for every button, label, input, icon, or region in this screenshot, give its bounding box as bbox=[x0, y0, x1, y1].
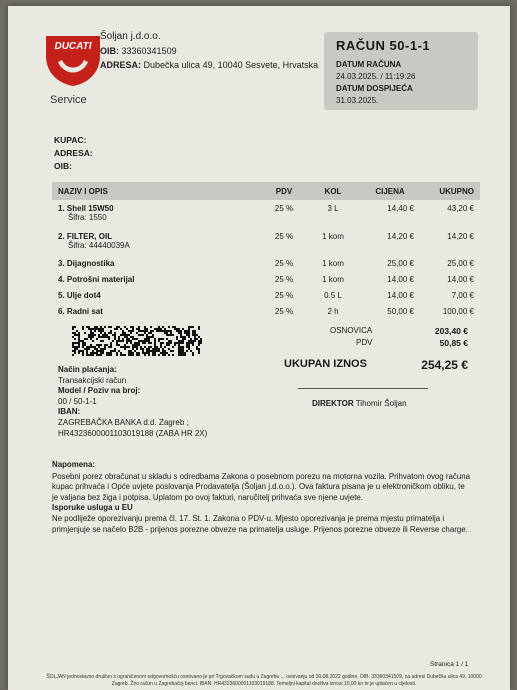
invoice-date: 24.03.2025. / 11:19:26 bbox=[336, 72, 416, 81]
payment-method-label: Način plaćanja: bbox=[58, 365, 117, 374]
item-ukupno: 14,00 € bbox=[447, 275, 474, 284]
signature-line bbox=[298, 388, 428, 389]
item-name: 5. Ulje dot4 bbox=[58, 291, 101, 300]
item-cijena: 14,00 € bbox=[387, 291, 414, 300]
grand-total-value: 254,25 € bbox=[421, 358, 468, 372]
item-cijena: 50,00 € bbox=[387, 307, 414, 316]
table-row bbox=[52, 288, 480, 304]
item-ukupno: 43,20 € bbox=[447, 204, 474, 213]
item-cijena: 14,40 € bbox=[387, 204, 414, 213]
item-pdv: 25 % bbox=[274, 204, 294, 213]
item-cijena: 14,00 € bbox=[387, 275, 414, 284]
col-header-cijena: CIJENA bbox=[360, 182, 420, 200]
company-address: ADRESA: Dubečka ulica 49, 10040 Sesvete, Hrvatska bbox=[100, 60, 319, 70]
invoice-date-label: DATUM RAČUNA bbox=[336, 60, 402, 69]
director-label: DIREKTOR bbox=[312, 399, 354, 408]
invoice-title: RAČUN 50-1-1 bbox=[336, 38, 431, 53]
notes-paragraph-1: Posebni porez obračunat u skladu s odredbama Zakona o posebnom porezu na motorna vozila. Prihvatom ovog računa kupac prihvaća i Opće uvjete poslovanja Prodavatelja (Šoljan j.d.o.o.). Ova faktura pisana je u elektroničkom obliku, te je valjana bez žiga i potpisa. Uplatom po ovoj fakturi, naručitelj prihvaća sve njene uvjete. bbox=[52, 471, 471, 502]
pdv-label: PDV bbox=[356, 338, 373, 347]
table-row bbox=[52, 228, 480, 256]
table-row bbox=[52, 272, 480, 288]
payment-iban: HR4323600001103019188 (ZABA HR 2X) bbox=[58, 428, 208, 438]
payment-method: Transakcijski račun bbox=[58, 375, 127, 385]
invoice-header-box bbox=[324, 32, 478, 110]
item-name: 1. Shell 15W50 bbox=[58, 204, 114, 213]
page-number: Stranica 1 / 1 bbox=[430, 661, 469, 668]
notes-title: Napomena: bbox=[52, 460, 95, 469]
table-row bbox=[52, 200, 480, 228]
invoice-due: 31.03.2025. bbox=[336, 96, 379, 105]
buyer-address-label: ADRESA: bbox=[54, 148, 93, 158]
table-row bbox=[52, 256, 480, 272]
legal-footer: ŠOLJAN jednostavno društvo s ograničenom odgovornošću osnovano je pri Trgovačkom sudu u Zagrebu ... osnivanju od 30.08.2022 godine. OIB: 33360341509, na adresi Dubečka ulica 49, 10000 Zagreb. Žiro račun u Zagrebačoj banci. IBAN: HR4323600001103019188. Temeljni kapital društva iznosi 10,00 kn te je uplaćen u cijelosti. bbox=[46, 674, 482, 687]
item-name: 6. Radni sat bbox=[58, 307, 103, 316]
buyer-block bbox=[54, 134, 93, 173]
item-ukupno: 7,00 € bbox=[451, 291, 474, 300]
item-kol: 3 L bbox=[327, 204, 339, 213]
table-row bbox=[52, 304, 480, 320]
notes-subtitle: Isporuke usluga u EU bbox=[52, 503, 133, 513]
col-header-name: NAZIV I OPIS bbox=[52, 182, 262, 200]
buyer-label: KUPAC: bbox=[54, 135, 87, 145]
item-pdv: 25 % bbox=[274, 275, 294, 284]
item-cijena: 14,20 € bbox=[387, 232, 414, 241]
item-ukupno: 14,20 € bbox=[447, 232, 474, 241]
item-name: 2. FILTER, OIL bbox=[58, 232, 113, 241]
invoice-sheet bbox=[8, 6, 510, 690]
item-code: Šifra: 44440039A bbox=[68, 241, 130, 250]
invoice-due-label: DATUM DOSPIJEĆA bbox=[336, 84, 413, 93]
director-block bbox=[312, 399, 407, 408]
col-header-ukupno: UKUPNO bbox=[420, 182, 480, 200]
company-info bbox=[100, 30, 318, 72]
svg-text:DUCATI: DUCATI bbox=[54, 41, 92, 52]
col-header-kol: KOL bbox=[306, 182, 360, 200]
item-ukupno: 25,00 € bbox=[447, 259, 474, 268]
payment-block bbox=[58, 365, 207, 439]
item-kol: 1 kom bbox=[322, 275, 344, 284]
company-oib: OIB: 33360341509 bbox=[100, 46, 177, 56]
buyer-oib-label: OIB: bbox=[54, 161, 72, 171]
grand-total-label: UKUPAN IZNOS bbox=[284, 358, 367, 370]
item-pdv: 25 % bbox=[274, 232, 294, 241]
item-kol: 1 kom bbox=[322, 259, 344, 268]
notes-block bbox=[52, 460, 472, 535]
item-kol: 1 kom bbox=[322, 232, 344, 241]
table-header-row bbox=[52, 182, 480, 200]
item-pdv: 25 % bbox=[274, 307, 294, 316]
payment-model: 00 / 50-1-1 bbox=[58, 396, 97, 406]
service-label: Service bbox=[50, 94, 87, 106]
item-name: 3. Dijagnostika bbox=[58, 259, 115, 268]
item-cijena: 25,00 € bbox=[387, 259, 414, 268]
item-kol: 0.5 L bbox=[324, 291, 342, 300]
item-ukupno: 100,00 € bbox=[442, 307, 474, 316]
item-pdv: 25 % bbox=[274, 291, 294, 300]
ducati-logo bbox=[44, 30, 102, 88]
col-header-pdv: PDV bbox=[262, 182, 306, 200]
osnovica-value: 203,40 € bbox=[434, 326, 468, 336]
item-name: 4. Potrošni materijal bbox=[58, 275, 135, 284]
payment-model-label: Model / Poziv na broj: bbox=[58, 386, 141, 396]
item-kol: 2 h bbox=[327, 307, 339, 316]
payment-iban-label: IBAN: bbox=[58, 407, 81, 417]
item-pdv: 25 % bbox=[274, 259, 294, 268]
company-name: Šoljan j.d.o.o. bbox=[100, 31, 161, 42]
director-name: Tihomir Šoljan bbox=[355, 399, 407, 408]
barcode-image bbox=[72, 326, 202, 356]
item-code: Šifra: 1550 bbox=[68, 213, 107, 222]
pdv-value: 50,85 € bbox=[439, 338, 468, 348]
payment-bank: ZAGREBAČKA BANKA d.d. Zagreb ; bbox=[58, 417, 189, 427]
notes-paragraph-2: Ne podliježe oporezivanju prema čl. 17. St. 1. Zakona o PDV-u. Mjesto oporezivanja je prema mjestu primatelja i primjenjuje se načelo B2B - prijenos porezne obveze na primatelja usluge. Prijenos porezne obveze ili Reverse charge. bbox=[52, 513, 468, 534]
items-table bbox=[52, 182, 480, 320]
osnovica-label: OSNOVICA bbox=[330, 326, 373, 335]
